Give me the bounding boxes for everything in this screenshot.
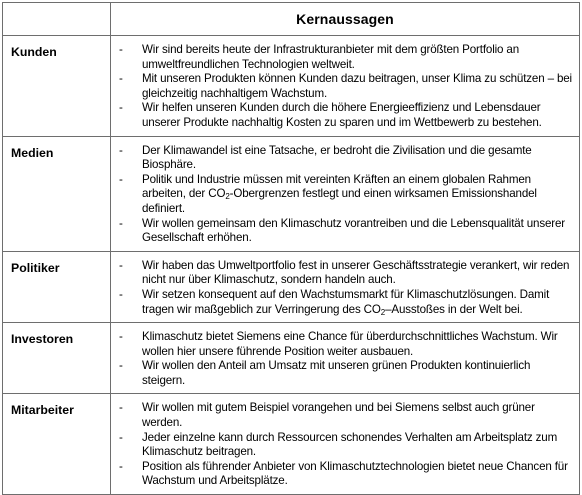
stakeholder-label: Mitarbeiter	[3, 394, 111, 495]
bullet-dash: -	[119, 216, 123, 230]
statements-cell	[111, 251, 580, 322]
stakeholder-row-3	[3, 323, 580, 394]
statements-cell	[111, 136, 580, 251]
stakeholder-row-0	[3, 36, 580, 137]
stakeholder-row-4	[3, 394, 580, 495]
bullet-dash: -	[119, 359, 123, 373]
statement-text: Klimaschutz bietet Siemens eine Chance für überdurchschnittliches Wachstum. Wir wollen hier unsere führende Position weiter ausbauen.	[142, 330, 558, 358]
statement-text: Wir wollen gemeinsam den Klimaschutz vorantreiben und die Lebensqualität unserer Gesellschaft erhöhen.	[142, 216, 566, 245]
stakeholder-label: Kunden	[3, 36, 111, 137]
statement-item	[119, 144, 573, 173]
bullet-dash: -	[119, 330, 123, 344]
statements-cell	[111, 323, 580, 394]
statement-text: Wir haben das Umweltportfolio fest in unserer Geschäftsstrategie verankert, wir reden nicht nur über Klimaschutz, sondern handeln auch.	[142, 258, 570, 287]
bullet-dash: -	[119, 72, 123, 86]
stakeholder-row-1	[3, 136, 580, 251]
key-messages-table	[2, 2, 580, 495]
statement-text: Mit unseren Produkten können Kunden dazu beitragen, unser Klima zu schützen – bei gleichzeitig nachhaltigem Wachstum.	[142, 72, 572, 100]
statement-item	[119, 72, 573, 101]
statement-item	[119, 43, 573, 72]
statement-text: Wir helfen unseren Kunden durch die höhere Energieeffizienz und Lebensdauer unserer Produkte nachhaltig Kosten zu sparen und im Wettbewerb zu bestehen.	[142, 101, 542, 129]
stakeholder-label: Medien	[3, 136, 111, 251]
statement-text: Wir sind bereits heute der Infrastrukturanbieter mit dem größten Portfolio an umweltfreundlichen Technologien weltweit.	[142, 43, 520, 71]
statement-item	[119, 101, 573, 130]
bullet-dash: -	[119, 430, 123, 444]
stakeholder-row-2	[3, 251, 580, 322]
header-corner-cell	[3, 3, 111, 36]
stakeholder-label: Politiker	[3, 251, 111, 322]
statements-cell	[111, 394, 580, 495]
statement-list	[119, 43, 573, 131]
statement-text: Politik und Industrie müssen mit vereinten Kräften an einem globalen Rahmen arbeiten, der $CO_2$-Obergrenzen festlegt und einen wirksamen Emissionshandel definiert.	[142, 172, 537, 215]
statement-text: Position als führender Anbieter von Klimaschutztechnologien bietet neue Chancen für Wachstum und Arbeitsplätze.	[142, 459, 568, 488]
bullet-dash: -	[119, 258, 123, 272]
stakeholder-label: Investoren	[3, 323, 111, 394]
statement-list	[119, 144, 573, 246]
bullet-dash: -	[119, 459, 123, 473]
statement-item	[119, 401, 573, 430]
statement-list	[119, 259, 573, 317]
bullet-dash: -	[119, 401, 123, 415]
statement-item	[119, 359, 573, 388]
bullet-dash: -	[119, 143, 123, 157]
column-title: Kernaussagen	[111, 3, 580, 36]
statement-item	[119, 431, 573, 460]
statement-item	[119, 217, 573, 246]
statement-item	[119, 288, 573, 317]
statement-text: Jeder einzelne kann durch Ressourcen schonendes Verhalten am Arbeitsplatz zum Klimaschutz beitragen.	[142, 430, 558, 459]
statement-text: Wir wollen den Anteil am Umsatz mit unseren grünen Produkten kontinuierlich steigern.	[142, 359, 531, 387]
bullet-dash: -	[119, 101, 123, 115]
statement-list	[119, 330, 573, 388]
bullet-dash: -	[119, 43, 123, 56]
statement-text: Wir setzen konsequent auf den Wachstumsmarkt für Klimaschutzlösungen. Damit tragen wir maßgeblich zur Verringerung des $CO_2$–Ausstoßes in der Welt bei.	[142, 287, 550, 317]
statement-item	[119, 460, 573, 489]
statement-item	[119, 259, 573, 288]
statements-cell	[111, 36, 580, 137]
statement-text: Der Klimawandel ist eine Tatsache, er bedroht die Zivilisation und die gesamte Biosphäre.	[142, 143, 532, 172]
bullet-dash: -	[119, 172, 123, 186]
statement-item	[119, 173, 573, 217]
statement-item	[119, 330, 573, 359]
header-row	[3, 3, 580, 36]
statement-text: Wir wollen mit gutem Beispiel vorangehen und bei Siemens selbst auch grüner werden.	[142, 401, 535, 430]
bullet-dash: -	[119, 287, 123, 301]
statement-list	[119, 401, 573, 489]
